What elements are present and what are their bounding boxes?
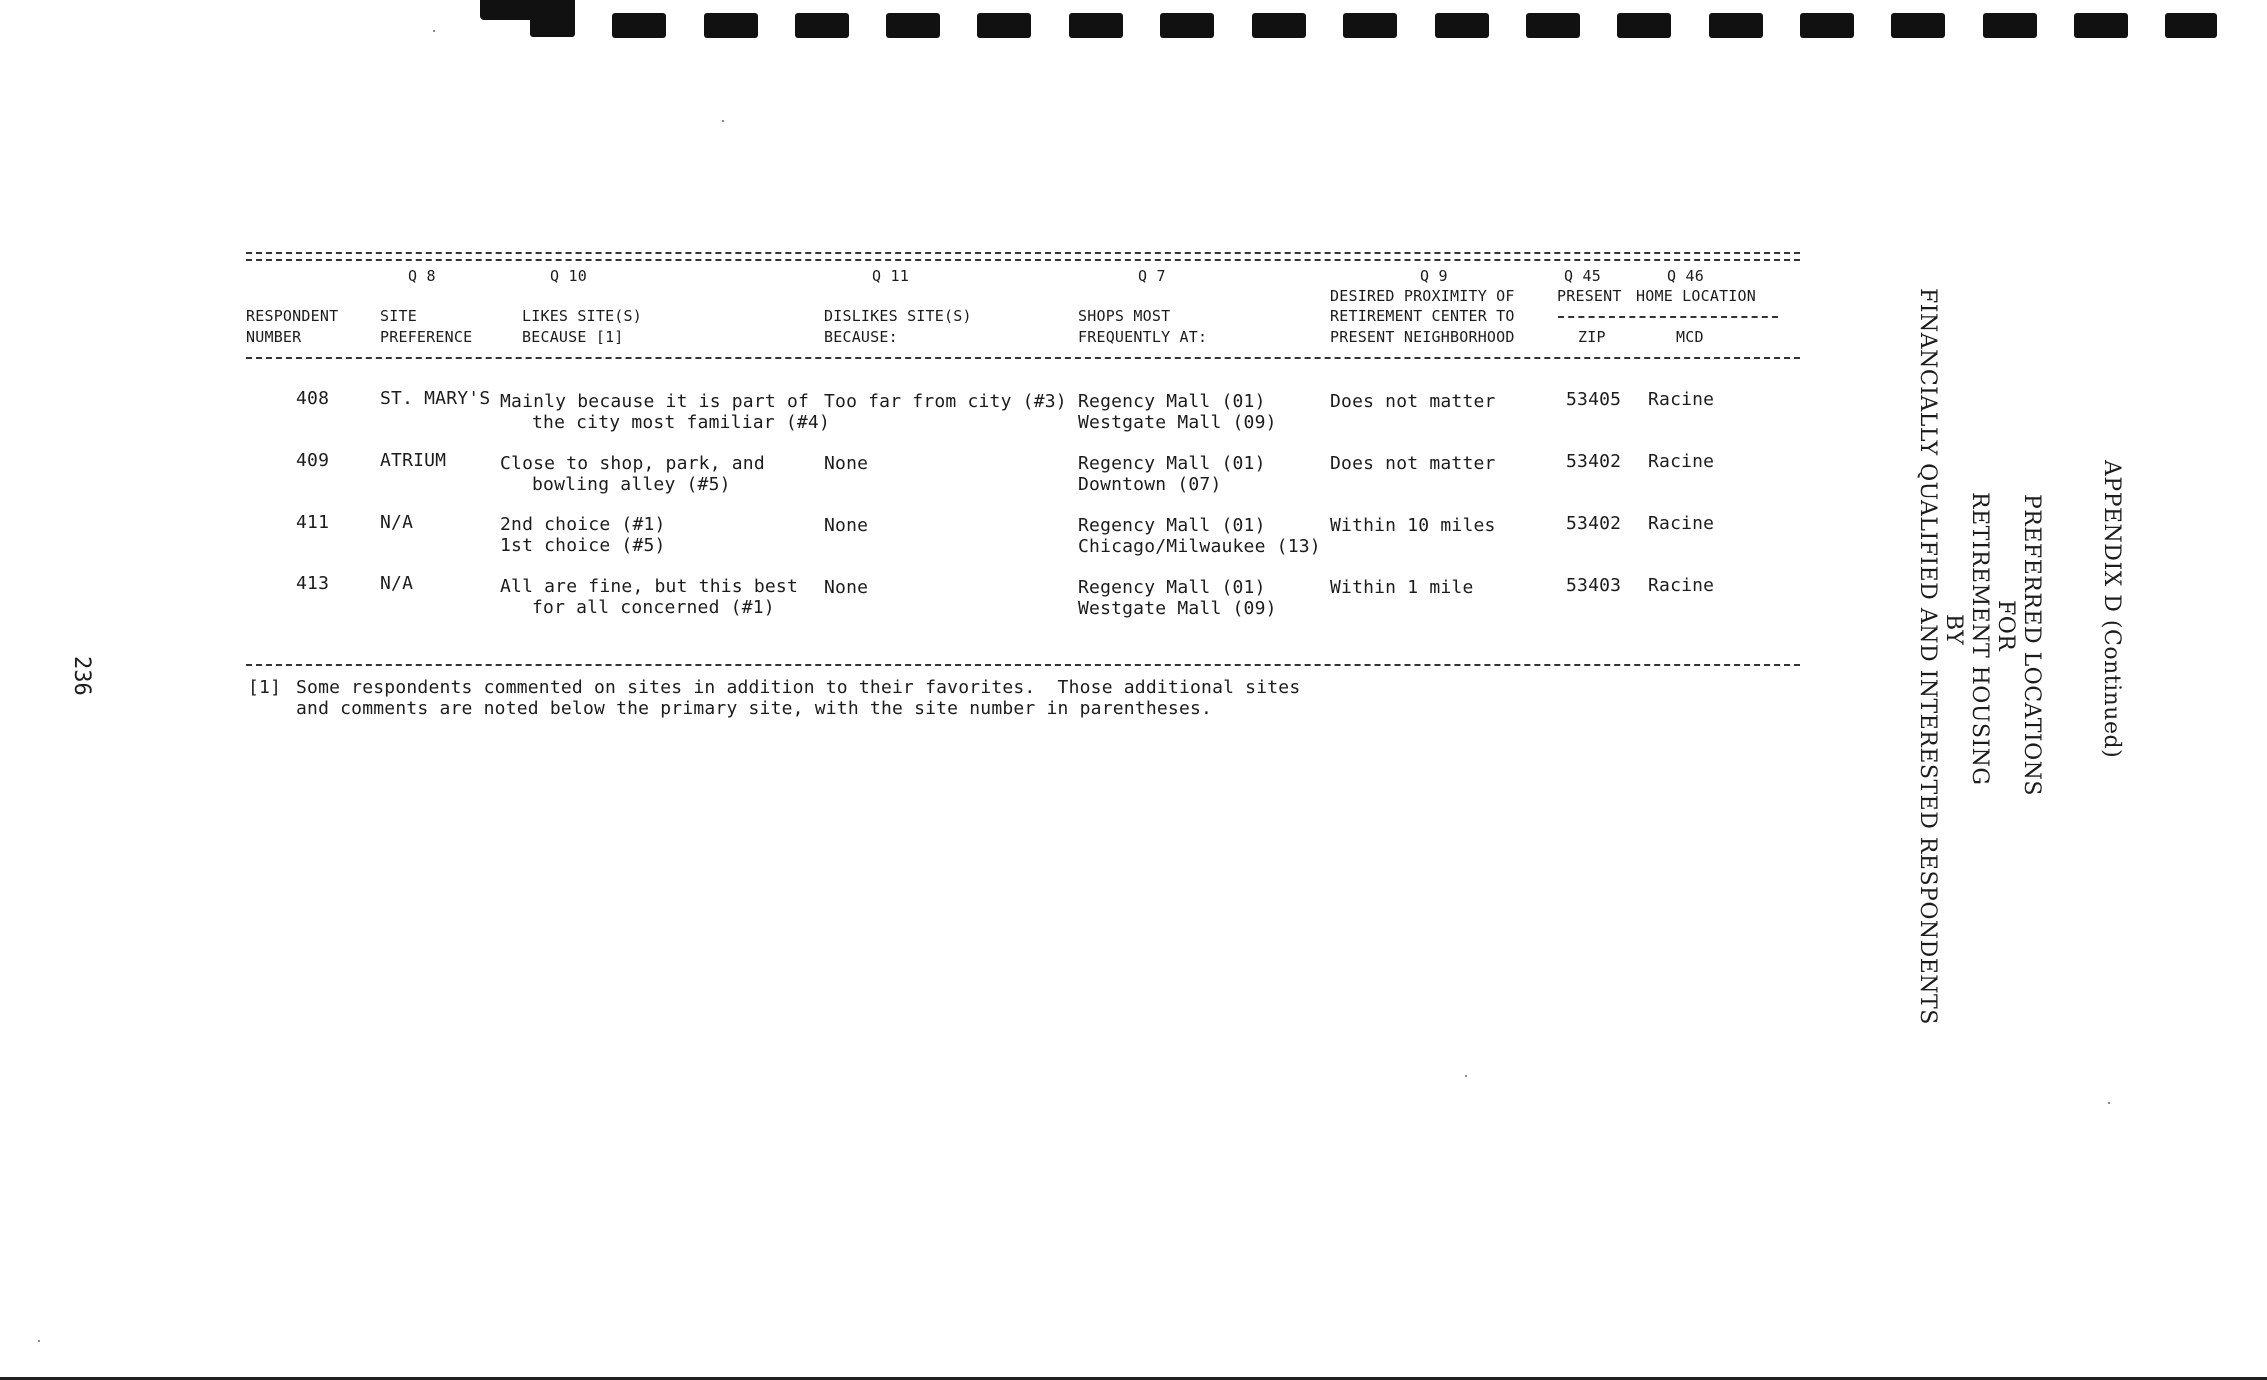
qcode-q9: Q 9 (1420, 267, 1448, 285)
table-row-mcd: Racine (1648, 389, 1715, 410)
punch-hole (1069, 13, 1123, 38)
footnote-line-1: Some respondents commented on sites in addition to their favorites. Those additional sites (296, 677, 1301, 698)
table-row-respondent: 409 (296, 450, 330, 471)
table-row-mcd: Racine (1648, 575, 1715, 596)
table-row-site: ATRIUM (380, 450, 447, 471)
footnote-marker: [1] (248, 677, 282, 698)
table-row-likes-1: Mainly because it is part of (500, 391, 810, 412)
table-row-proximity: Does not matter (1330, 453, 1496, 474)
header-proximity-1: DESIRED PROXIMITY OF (1330, 287, 1515, 305)
page-number: 236 (69, 656, 94, 696)
table-row-proximity: Within 10 miles (1330, 515, 1496, 536)
table-row-dislikes: None (824, 577, 869, 598)
scan-speck (38, 1340, 40, 1342)
table-row-site: ST. MARY'S (380, 388, 491, 409)
header-shops-2: FREQUENTLY AT: (1078, 328, 1208, 346)
table-row-dislikes: None (824, 515, 869, 536)
punch-hole (1526, 13, 1580, 38)
table-row-likes-1: Close to shop, park, and (500, 453, 765, 474)
title-line-3: RETIREMENT HOUSING (1967, 492, 1992, 786)
header-proximity-2: RETIREMENT CENTER TO (1330, 307, 1515, 325)
location-header-rule (1558, 316, 1778, 318)
punch-hole (1709, 13, 1763, 38)
table-row-dislikes: None (824, 453, 869, 474)
table-row-zip: 53402 (1566, 513, 1622, 534)
title-line-1: PREFERRED LOCATIONS (2019, 494, 2044, 796)
table-row-respondent: 413 (296, 573, 330, 594)
title-line-5: FINANCIALLY QUALIFIED AND INTERESTED RESPONDENTS (1915, 288, 1940, 1025)
table-row-zip: 53405 (1566, 389, 1622, 410)
table-row-respondent: 411 (296, 512, 330, 533)
table-row-likes-1: 2nd choice (#1) (500, 514, 666, 535)
header-present: PRESENT (1557, 287, 1622, 305)
punch-hole (2074, 13, 2128, 38)
punch-hole (1800, 13, 1854, 38)
table-row-likes-2: the city most familiar (#4) (532, 412, 830, 433)
table-row-mcd: Racine (1648, 451, 1715, 472)
header-dislikes-1: DISLIKES SITE(S) (824, 307, 972, 325)
table-top-rule (246, 252, 1800, 261)
table-row-zip: 53402 (1566, 451, 1622, 472)
scan-speck (2108, 1102, 2110, 1104)
table-row-dislikes: Too far from city (#3) (824, 391, 1067, 412)
table-row-site: N/A (380, 573, 414, 594)
table-row-shops-1: Regency Mall (01) (1078, 453, 1266, 474)
header-respondent-2: NUMBER (246, 328, 302, 346)
appendix-label: APPENDIX D (Continued) (2099, 460, 2124, 759)
qcode-q45: Q 45 (1564, 267, 1601, 285)
scan-speck (1465, 1075, 1467, 1077)
punch-hole (1891, 13, 1945, 38)
qcode-q11: Q 11 (872, 267, 909, 285)
table-row-site: N/A (380, 512, 414, 533)
header-likes-1: LIKES SITE(S) (522, 307, 642, 325)
header-proximity-3: PRESENT NEIGHBORHOOD (1330, 328, 1515, 346)
punch-hole (530, 13, 575, 37)
table-row-proximity: Within 1 mile (1330, 577, 1474, 598)
title-line-2: FOR (1993, 600, 2018, 652)
header-mcd: MCD (1676, 328, 1704, 346)
table-bottom-rule (246, 664, 1800, 666)
table-row-proximity: Does not matter (1330, 391, 1496, 412)
header-bottom-rule (246, 357, 1800, 359)
scan-speck (722, 120, 724, 122)
table-row-shops-2: Downtown (07) (1078, 474, 1222, 495)
table-row-shops-2: Chicago/Milwaukee (13) (1078, 536, 1321, 557)
punch-hole (1343, 13, 1397, 38)
qcode-q10: Q 10 (550, 267, 587, 285)
table-row-shops-1: Regency Mall (01) (1078, 577, 1266, 598)
table-row-likes-1: All are fine, but this best (500, 576, 798, 597)
header-dislikes-2: BECAUSE: (824, 328, 898, 346)
punch-hole (2165, 13, 2217, 38)
title-line-4: BY (1941, 614, 1966, 646)
binder-punch-strip (0, 0, 2267, 45)
table-row-likes-2: for all concerned (#1) (532, 597, 775, 618)
table-row-shops-1: Regency Mall (01) (1078, 515, 1266, 536)
header-zip: ZIP (1578, 328, 1606, 346)
header-respondent-1: RESPONDENT (246, 307, 339, 325)
table-row-likes-2: 1st choice (#5) (500, 535, 666, 556)
punch-hole (1435, 13, 1489, 38)
table-row-zip: 53403 (1566, 575, 1622, 596)
punch-hole (1983, 13, 2037, 38)
table-row-mcd: Racine (1648, 513, 1715, 534)
punch-hole (1617, 13, 1671, 38)
punch-hole (1160, 13, 1214, 38)
table-row-shops-2: Westgate Mall (09) (1078, 412, 1277, 433)
scan-speck (433, 30, 435, 32)
table-row-respondent: 408 (296, 388, 330, 409)
table-row-likes-2: bowling alley (#5) (532, 474, 731, 495)
header-home-location: HOME LOCATION (1636, 287, 1756, 305)
header-site-2: PREFERENCE (380, 328, 473, 346)
qcode-q8: Q 8 (408, 267, 436, 285)
table-row-shops-1: Regency Mall (01) (1078, 391, 1266, 412)
punch-hole (704, 13, 758, 38)
qcode-q7: Q 7 (1138, 267, 1166, 285)
header-site-1: SITE (380, 307, 417, 325)
header-likes-2: BECAUSE [1] (522, 328, 624, 346)
punch-hole (1252, 13, 1306, 38)
punch-hole (795, 13, 849, 38)
header-shops-1: SHOPS MOST (1078, 307, 1171, 325)
table-row-shops-2: Westgate Mall (09) (1078, 598, 1277, 619)
punch-hole (886, 13, 940, 38)
punch-hole (612, 13, 666, 38)
footnote-line-2: and comments are noted below the primary site, with the site number in parentheses. (296, 698, 1213, 719)
qcode-q46: Q 46 (1667, 267, 1704, 285)
punch-hole (977, 13, 1031, 38)
